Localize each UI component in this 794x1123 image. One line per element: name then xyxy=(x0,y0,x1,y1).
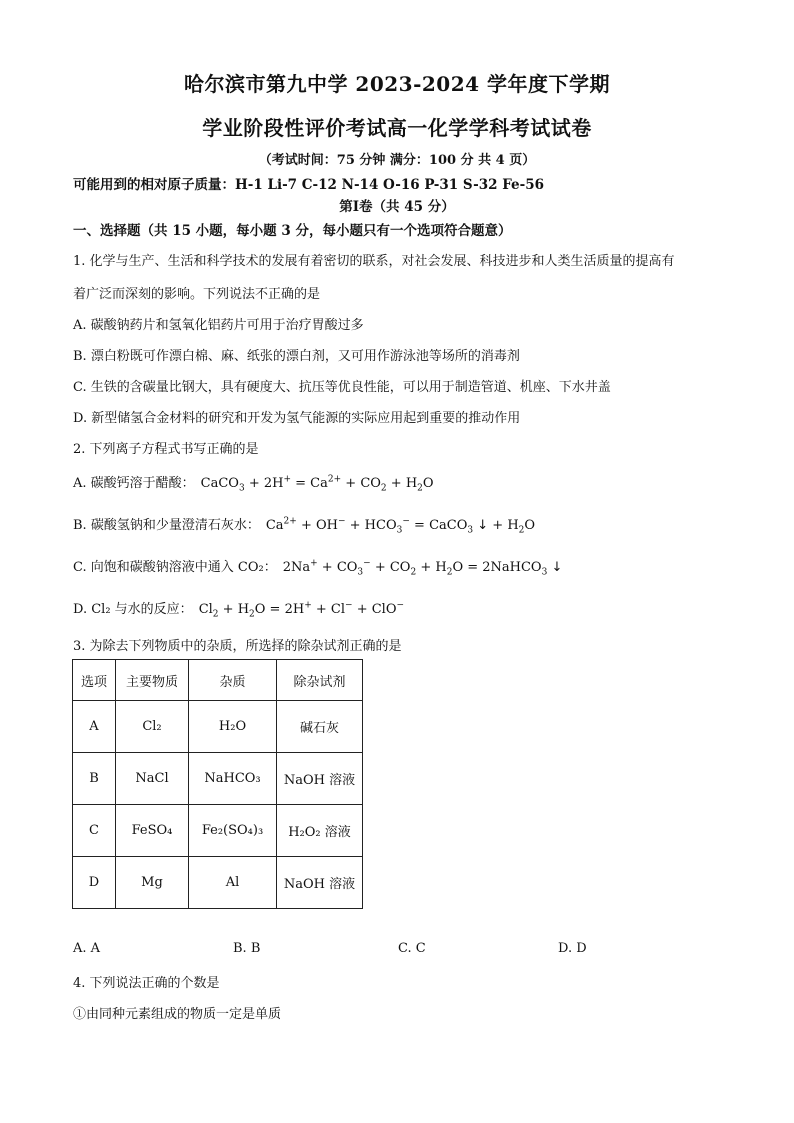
q3-answer-c: C. C xyxy=(398,941,426,956)
table-row xyxy=(73,805,363,857)
table-header-cell: 选项 xyxy=(73,660,116,701)
q1-option-b: B. 漂白粉既可作漂白棉、麻、纸张的漂白剂，又可用作游泳池等场所的消毒剂 xyxy=(73,349,520,364)
q2-equation-d: $Cl_2 + H_2O = 2H^+ + Cl^- + ClO^-$ xyxy=(198,600,405,620)
q2-option-d xyxy=(73,598,405,620)
q2-equation-b: $Ca^{2+} + OH^- + HCO_3^-$ = CaCO$_3$ ↓ + $H_2O$ xyxy=(265,516,536,536)
table-row xyxy=(73,857,363,909)
q1-stem-line1: 1. 化学与生产、生活和科学技术的发展有着密切的联系，对社会发展、科技进步和人类生活质量的提高有 xyxy=(73,254,675,269)
q3-stem: 3. 为除去下列物质中的杂质，所选择的除杂试剂正确的是 xyxy=(73,639,402,654)
table-cell-impurity: Fe₂(SO₄)₃ xyxy=(189,805,277,857)
table-cell-reagent: H₂O₂ 溶液 xyxy=(277,805,363,857)
table-cell-main: FeSO₄ xyxy=(116,805,189,857)
q2-option-c xyxy=(73,556,563,578)
exam-title-line2: 学业阶段性评价考试高一化学学科考试试卷 xyxy=(202,116,592,140)
table-cell-main: Mg xyxy=(116,857,189,909)
table-cell-main: NaCl xyxy=(116,753,189,805)
table-cell-impurity: NaHCO₃ xyxy=(189,753,277,805)
q2-option-c-label: C. 向饱和碳酸钠溶液中通入 CO₂： xyxy=(73,560,277,575)
table-header-row xyxy=(73,660,363,701)
q3-answer-a: A. A xyxy=(73,941,101,956)
table-cell-reagent: NaOH 溶液 xyxy=(277,857,363,909)
exam-info: （考试时间：75 分钟 满分：100 分 共 4 页） xyxy=(258,153,536,168)
table-row xyxy=(73,701,363,753)
q1-stem-line2: 着广泛而深刻的影响。下列说法不正确的是 xyxy=(73,287,321,302)
exam-title-line1: 哈尔滨市第九中学 2023-2024 学年度下学期 xyxy=(183,72,611,96)
q2-option-b-label: B. 碳酸氢钠和少量澄清石灰水： xyxy=(73,518,260,533)
table-cell-reagent: NaOH 溶液 xyxy=(277,753,363,805)
table-cell-option: A xyxy=(73,701,116,753)
q2-equation-a: CaCO$_3$ + $2H^+ = Ca^{2+} + CO_2 + H_2O$ xyxy=(200,474,434,494)
table-cell-impurity: Al xyxy=(189,857,277,909)
q3-answer-b: B. B xyxy=(233,941,261,956)
table-cell-reagent: 碱石灰 xyxy=(277,701,363,753)
table-header-cell: 杂质 xyxy=(189,660,277,701)
q2-option-b xyxy=(73,514,536,536)
table-header-cell: 除杂试剂 xyxy=(277,660,363,701)
q2-option-a xyxy=(73,472,434,494)
section-heading: 一、选择题（共 15 小题，每小题 3 分，每小题只有一个选项符合题意） xyxy=(73,223,512,239)
table-row xyxy=(73,753,363,805)
table-cell-impurity: H₂O xyxy=(189,701,277,753)
q1-option-a: A. 碳酸钠药片和氢氧化铝药片可用于治疗胃酸过多 xyxy=(73,318,364,333)
table-header-cell: 主要物质 xyxy=(116,660,189,701)
q4-item-1: ①由同种元素组成的物质一定是单质 xyxy=(73,1007,282,1022)
volume-heading: 第Ⅰ卷（共 45 分） xyxy=(339,199,455,215)
q3-table xyxy=(72,659,363,909)
q2-option-a-label: A. 碳酸钙溶于醋酸： xyxy=(73,476,195,491)
q4-stem: 4. 下列说法正确的个数是 xyxy=(73,976,220,991)
table-cell-main: Cl₂ xyxy=(116,701,189,753)
table-cell-option: C xyxy=(73,805,116,857)
table-cell-option: B xyxy=(73,753,116,805)
table-cell-option: D xyxy=(73,857,116,909)
q1-option-c: C. 生铁的含碳量比钢大，具有硬度大、抗压等优良性能，可以用于制造管道、机座、下水井盖 xyxy=(73,380,611,395)
q2-equation-c: $2Na^+ + CO_3^- + CO_2 + H_2O$ = 2NaHCO$_3$ ↓ xyxy=(282,558,563,578)
q1-option-d: D. 新型储氢合金材料的研究和开发为氢气能源的实际应用起到重要的推动作用 xyxy=(73,411,521,426)
q2-stem: 2. 下列离子方程式书写正确的是 xyxy=(73,442,259,457)
q3-answer-d: D. D xyxy=(558,941,587,956)
q2-option-d-label: D. Cl₂ 与水的反应： xyxy=(73,602,193,617)
atomic-masses: 可能用到的相对原子质量：H-1 Li-7 C-12 N-14 O-16 P-31 S-32 Fe-56 xyxy=(73,177,545,193)
